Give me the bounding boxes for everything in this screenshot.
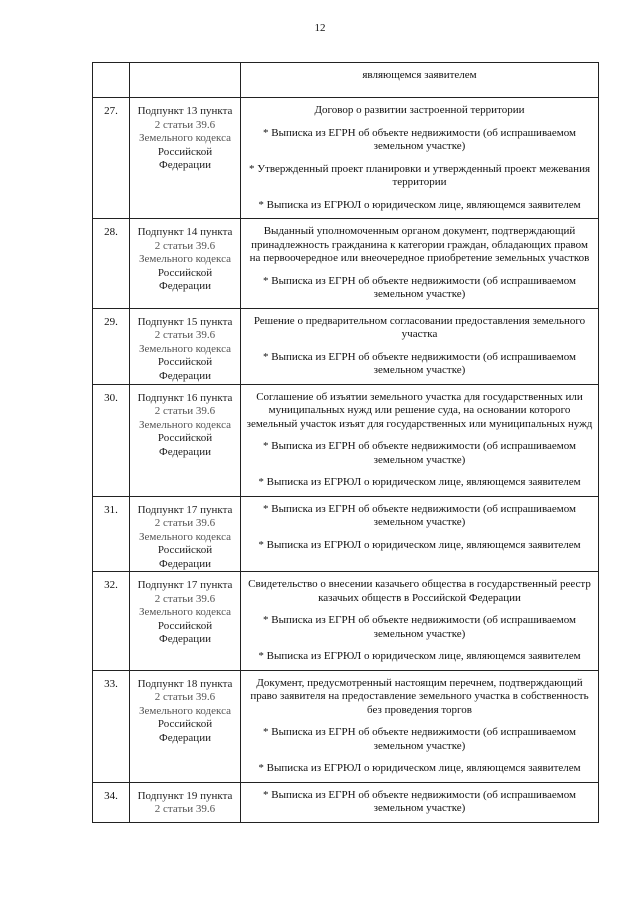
row-number: 32. bbox=[93, 572, 130, 671]
required-documents-cell bbox=[241, 384, 599, 496]
legal-basis-line: Российской bbox=[157, 544, 213, 556]
table-row bbox=[93, 384, 599, 496]
legal-basis-cell bbox=[130, 384, 241, 496]
required-document-item: * Выписка из ЕГРЮЛ о юридическом лице, являющемся заявителем bbox=[258, 762, 581, 774]
table-row bbox=[93, 308, 599, 384]
required-document-item: Свидетельство о внесении казачьего общества в государственный реестр казачьих обществ в Российской Федерации bbox=[248, 578, 591, 604]
required-documents-cell bbox=[241, 219, 599, 309]
legal-basis-cell bbox=[130, 782, 241, 822]
required-documents-cell bbox=[241, 496, 599, 572]
legal-basis-line: Федерации bbox=[159, 445, 211, 458]
row-number: 27. bbox=[93, 98, 130, 219]
row-number: 33. bbox=[93, 670, 130, 782]
legal-basis-line: Земельного кодекса bbox=[138, 418, 232, 431]
legal-basis-line: Подпункт 19 пункта bbox=[137, 789, 233, 802]
required-document-item: Договор о развитии застроенной территории bbox=[314, 104, 525, 116]
legal-basis-line: Федерации bbox=[159, 280, 211, 292]
required-document-item: * Выписка из ЕГРЮЛ о юридическом лице, являющемся заявителем bbox=[258, 538, 581, 551]
required-document-item: * Выписка из ЕГРН об объекте недвижимости (об испрашиваемом земельном участке) bbox=[263, 726, 576, 752]
legal-basis-line: Земельного кодекса bbox=[138, 530, 232, 543]
table-row bbox=[93, 98, 599, 219]
table-row bbox=[93, 670, 599, 782]
legal-basis-cell bbox=[130, 496, 241, 572]
legal-basis-line: Федерации bbox=[159, 633, 211, 645]
legal-basis-line: 2 статьи 39.6 bbox=[154, 691, 216, 703]
legal-basis-line: Российской bbox=[157, 718, 213, 730]
row-number: 29. bbox=[93, 308, 130, 384]
legal-basis-line: Подпункт 17 пункта bbox=[137, 579, 233, 591]
legal-basis-line: Земельного кодекса bbox=[138, 342, 232, 355]
page-number: 12 bbox=[314, 22, 326, 34]
legal-basis-line: Российской bbox=[157, 432, 213, 444]
cell-number bbox=[93, 63, 130, 98]
legal-basis-line: Подпункт 15 пункта bbox=[137, 315, 233, 328]
legal-basis-line: 2 статьи 39.6 bbox=[154, 592, 216, 605]
legal-basis-line: Федерации bbox=[159, 731, 211, 744]
legal-basis-line: 2 статьи 39.6 bbox=[154, 405, 216, 417]
legal-basis-cell bbox=[130, 98, 241, 219]
legal-basis-line: Российской bbox=[157, 266, 213, 279]
required-document-item: * Выписка из ЕГРН об объекте недвижимости (об испрашиваемом земельном участке) bbox=[263, 502, 576, 528]
cell-documents bbox=[241, 63, 599, 98]
table-row bbox=[93, 572, 599, 671]
legal-basis-line: Российской bbox=[157, 619, 213, 632]
required-document-item: * Выписка из ЕГРН об объекте недвижимости (об испрашиваемом земельном участке) bbox=[263, 274, 576, 300]
legal-basis-line: Федерации bbox=[159, 557, 211, 570]
legal-basis-line: Подпункт 14 пункта bbox=[137, 226, 233, 238]
required-document-item: * Выписка из ЕГРН об объекте недвижимости (об испрашиваемом земельном участке) bbox=[263, 614, 576, 640]
legal-basis-cell bbox=[130, 308, 241, 384]
required-document-item: * Выписка из ЕГРЮЛ о юридическом лице, являющемся заявителем bbox=[258, 650, 581, 662]
legal-basis-line: Земельного кодекса bbox=[138, 253, 232, 265]
legal-basis-line: Земельного кодекса bbox=[138, 704, 232, 717]
required-document-item: * Выписка из ЕГРН об объекте недвижимости (об испрашиваемом земельном участке) bbox=[263, 440, 576, 466]
legal-basis-line: Федерации bbox=[159, 369, 211, 382]
legal-basis-line: 2 статьи 39.6 bbox=[154, 329, 216, 341]
row-number: 34. bbox=[93, 782, 130, 822]
legal-basis-line: Федерации bbox=[159, 159, 211, 171]
legal-basis-line: 2 статьи 39.6 bbox=[154, 239, 216, 252]
legal-basis-line: 2 статьи 39.6 bbox=[154, 118, 216, 131]
legal-basis-line: Земельного кодекса bbox=[138, 132, 232, 144]
required-document-item: * Выписка из ЕГРН об объекте недвижимости (об испрашиваемом земельном участке) bbox=[263, 350, 576, 376]
required-document-item: Решение о предварительном согласовании предоставления земельного участка bbox=[253, 314, 586, 340]
table-row bbox=[93, 782, 599, 822]
required-documents-cell bbox=[241, 98, 599, 219]
required-document-item: * Выписка из ЕГРЮЛ о юридическом лице, являющемся заявителем bbox=[258, 476, 581, 488]
required-documents-cell bbox=[241, 308, 599, 384]
table-row bbox=[93, 496, 599, 572]
table-row-carryover bbox=[93, 63, 599, 98]
legal-basis-line: Подпункт 17 пункта bbox=[137, 503, 233, 516]
required-documents-cell bbox=[241, 572, 599, 671]
legal-basis-cell bbox=[130, 219, 241, 309]
required-document-item: * Выписка из ЕГРН об объекте недвижимости (об испрашиваемом земельном участке) bbox=[263, 788, 576, 814]
row-number: 28. bbox=[93, 219, 130, 309]
legal-basis-line: Подпункт 16 пункта bbox=[137, 391, 233, 404]
legal-basis-line: Российской bbox=[157, 356, 213, 368]
legal-basis-cell bbox=[130, 572, 241, 671]
carryover-text: являющемся заявителем bbox=[362, 69, 477, 81]
legal-basis-line: 2 статьи 39.6 bbox=[154, 517, 216, 529]
legal-basis-line: 2 статьи 39.6 bbox=[154, 803, 216, 815]
required-documents-cell bbox=[241, 782, 599, 822]
required-document-item: Документ, предусмотренный настоящим перечнем, подтверждающий право заявителя на предоставление земельного участка в собственность без проведения торгов bbox=[250, 676, 589, 716]
row-number: 31. bbox=[93, 496, 130, 572]
required-document-item: * Выписка из ЕГРН об объекте недвижимости (об испрашиваемом земельном участке) bbox=[263, 126, 576, 152]
legal-basis-line: Подпункт 18 пункта bbox=[137, 677, 233, 690]
documents-table bbox=[92, 62, 599, 823]
required-documents-cell bbox=[241, 670, 599, 782]
required-document-item: * Утвержденный проект планировки и утвержденный проект межевания территории bbox=[248, 162, 591, 188]
legal-basis-cell bbox=[130, 670, 241, 782]
legal-basis-line: Российской bbox=[157, 145, 213, 158]
legal-basis-line: Подпункт 13 пункта bbox=[137, 105, 233, 117]
cell-basis bbox=[130, 63, 241, 98]
row-number: 30. bbox=[93, 384, 130, 496]
required-document-item: Соглашение об изъятии земельного участка для государственных или муниципальных нужд или решение суда, на основании которого земельный участок изъят для государственных или муниципальных нужд bbox=[246, 390, 593, 430]
required-document-item: Выданный уполномоченным органом документ, подтверждающий принадлежность гражданина к категории граждан, обладающих правом на первоочередное или внеочередное приобретение земельных участков bbox=[249, 225, 590, 264]
legal-basis-line: Земельного кодекса bbox=[138, 606, 232, 618]
table-row bbox=[93, 219, 599, 309]
required-document-item: * Выписка из ЕГРЮЛ о юридическом лице, являющемся заявителем bbox=[258, 198, 581, 211]
